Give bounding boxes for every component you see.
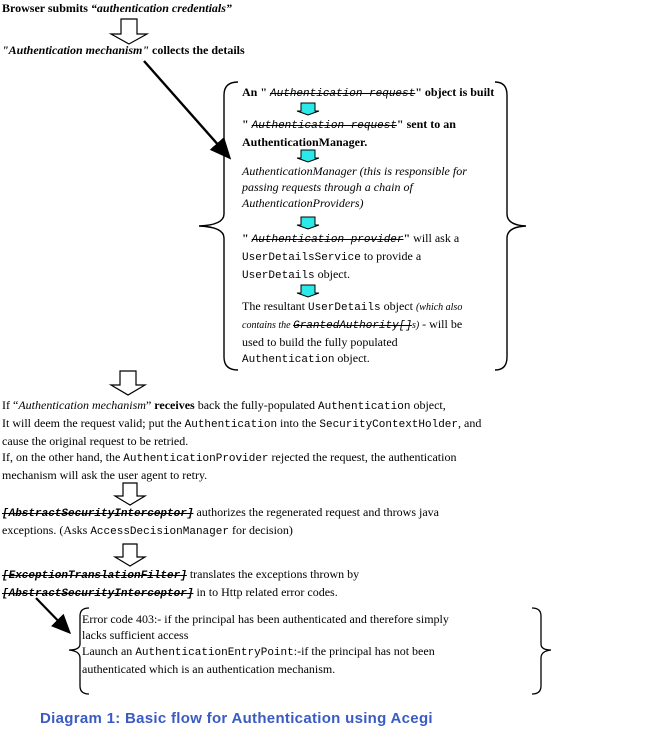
step-auth-mechanism-collects: "Authentication mechanism" collects the details [2,43,245,57]
paragraph-exception-filter: [ExceptionTranslationFilter] translates the exceptions thrown by [AbstractSecurityInterceptor] in to Http related error codes. [2,567,360,600]
step-browser-submits: Browser submits “authentication credentials” [2,1,232,15]
cyan-down-arrow-icon [296,216,320,230]
hollow-down-arrow-icon [106,370,150,397]
hollow-down-arrow-icon [110,543,150,568]
cyan-down-arrow-icon [296,284,320,298]
paragraph-receives-result: If “Authentication mechanism” receives back the fully-populated Authentication object, It will deem the request valid; put the Authentication into the SecurityContextHolder, and cause the original request to be retried. If, on the other hand, the AuthenticationProvider rejected the request, the authentication mechanism will ask the user agent to retry. [2,398,482,482]
auth-box-content [242,84,522,368]
left-curly-brace-icon [196,80,242,372]
box-step-manager-chain: AuthenticationManager (this is responsible for passing requests through a chain of AuthenticationProviders) [242,164,467,210]
paragraph-security-interceptor: [AbstractSecurityInterceptor] authorizes the regenerated request and throws java exceptions. (Asks AccessDecisionManager for decision) [2,505,439,538]
cyan-down-arrow-icon [296,149,320,163]
diagram-caption: Diagram 1: Basic flow for Authentication using Acegi [40,710,433,727]
box-step-sent-to-manager: " Authentication request" sent to an AuthenticationManager. [242,117,456,149]
cyan-down-arrow-icon [296,102,320,116]
box-step-request-built: An " Authentication request" object is built [242,85,495,100]
error-handling-note: Error code 403:- if the principal has been authenticated and therefore simply lacks sufficient access Launch an AuthenticationEntryPoint:-if the principal has not been authenticated which is an authentication mechanism. [82,612,449,676]
box-step-provider-userdetails: " Authentication provider" will ask a UserDetailsService to provide a UserDetails object. [242,231,460,282]
box-step-resultant-userdetails: The resultant UserDetails object (which also contains the GrantedAuthority[]s) - will be used to build the fully populated Authentication object. [242,299,463,366]
